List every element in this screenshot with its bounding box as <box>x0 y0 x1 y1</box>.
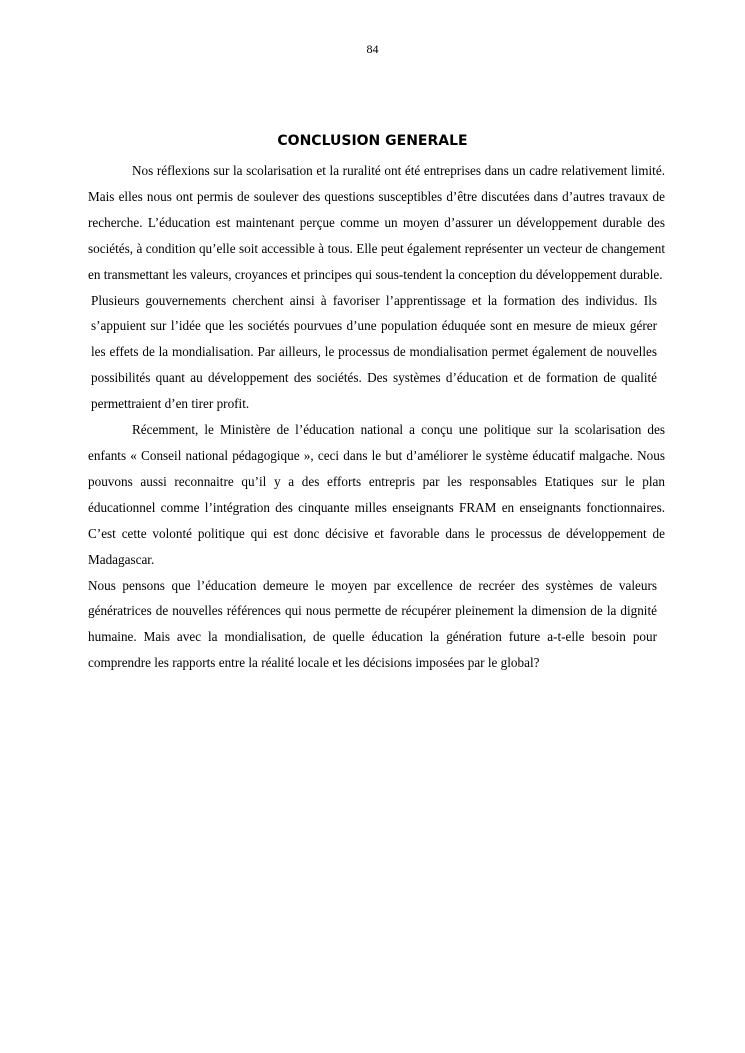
paragraph-2: Plusieurs gouvernements cherchent ainsi à favoriser l’apprentissage et la formation des individus. Ils s’appuient sur l’idée que les sociétés pourvues d’une population éduquée sont en mesure de mieux gérer les effets de la mondialisation. Par ailleurs, le processus de mondialisation permet également de nouvelles possibilités quant au développement des sociétés. Des systèmes d’éducation et de formation de qualité permettraient d’en tirer profit. <box>91 292 657 412</box>
paragraph-1: Nos réflexions sur la scolarisation et la ruralité ont été entreprises dans un cadre relativement limité. Mais elles nous ont permis de soulever des questions susceptibles d’être discutées dans d’autres travaux de recherche. L’éducation est maintenant perçue comme un moyen d’assurer un développement durable des sociétés, à condition qu’elle soit accessible à tous. Elle peut également représenter un vecteur de changement en transmettant les valeurs, croyances et principes qui sous-tendent la conception du développement durable. <box>88 163 665 282</box>
page-number: 84 <box>366 42 379 56</box>
paragraph-4: Nous pensons que l’éducation demeure le moyen par excellence de recréer des systèmes de valeurs génératrices de nouvelles références qui nous permette de récupérer pleinement la dimension de la dignité humaine. Mais avec la mondialisation, de quelle éducation la génération future a-t-elle besoin pour comprendre les rapports entre la réalité locale et les décisions imposées par le global? <box>88 577 657 671</box>
paragraph-3: Récemment, le Ministère de l’éducation national a conçu une politique sur la scolarisation des enfants « Conseil national pédagogique », ceci dans le but d’améliorer le système éducatif malgache. Nous pouvons aussi reconnaitre qu’il y a des efforts entrepris par les responsables Etatiques sur le plan éducationnel comme l’intégration des cinquante milles enseignants FRAM en enseignants fonctionnaires. C’est cette volonté politique qui est donc décisive et favorable dans le processus de développement de Madagascar. <box>88 422 665 567</box>
page-title: CONCLUSION GENERALE <box>277 133 468 149</box>
document-body <box>88 158 665 676</box>
